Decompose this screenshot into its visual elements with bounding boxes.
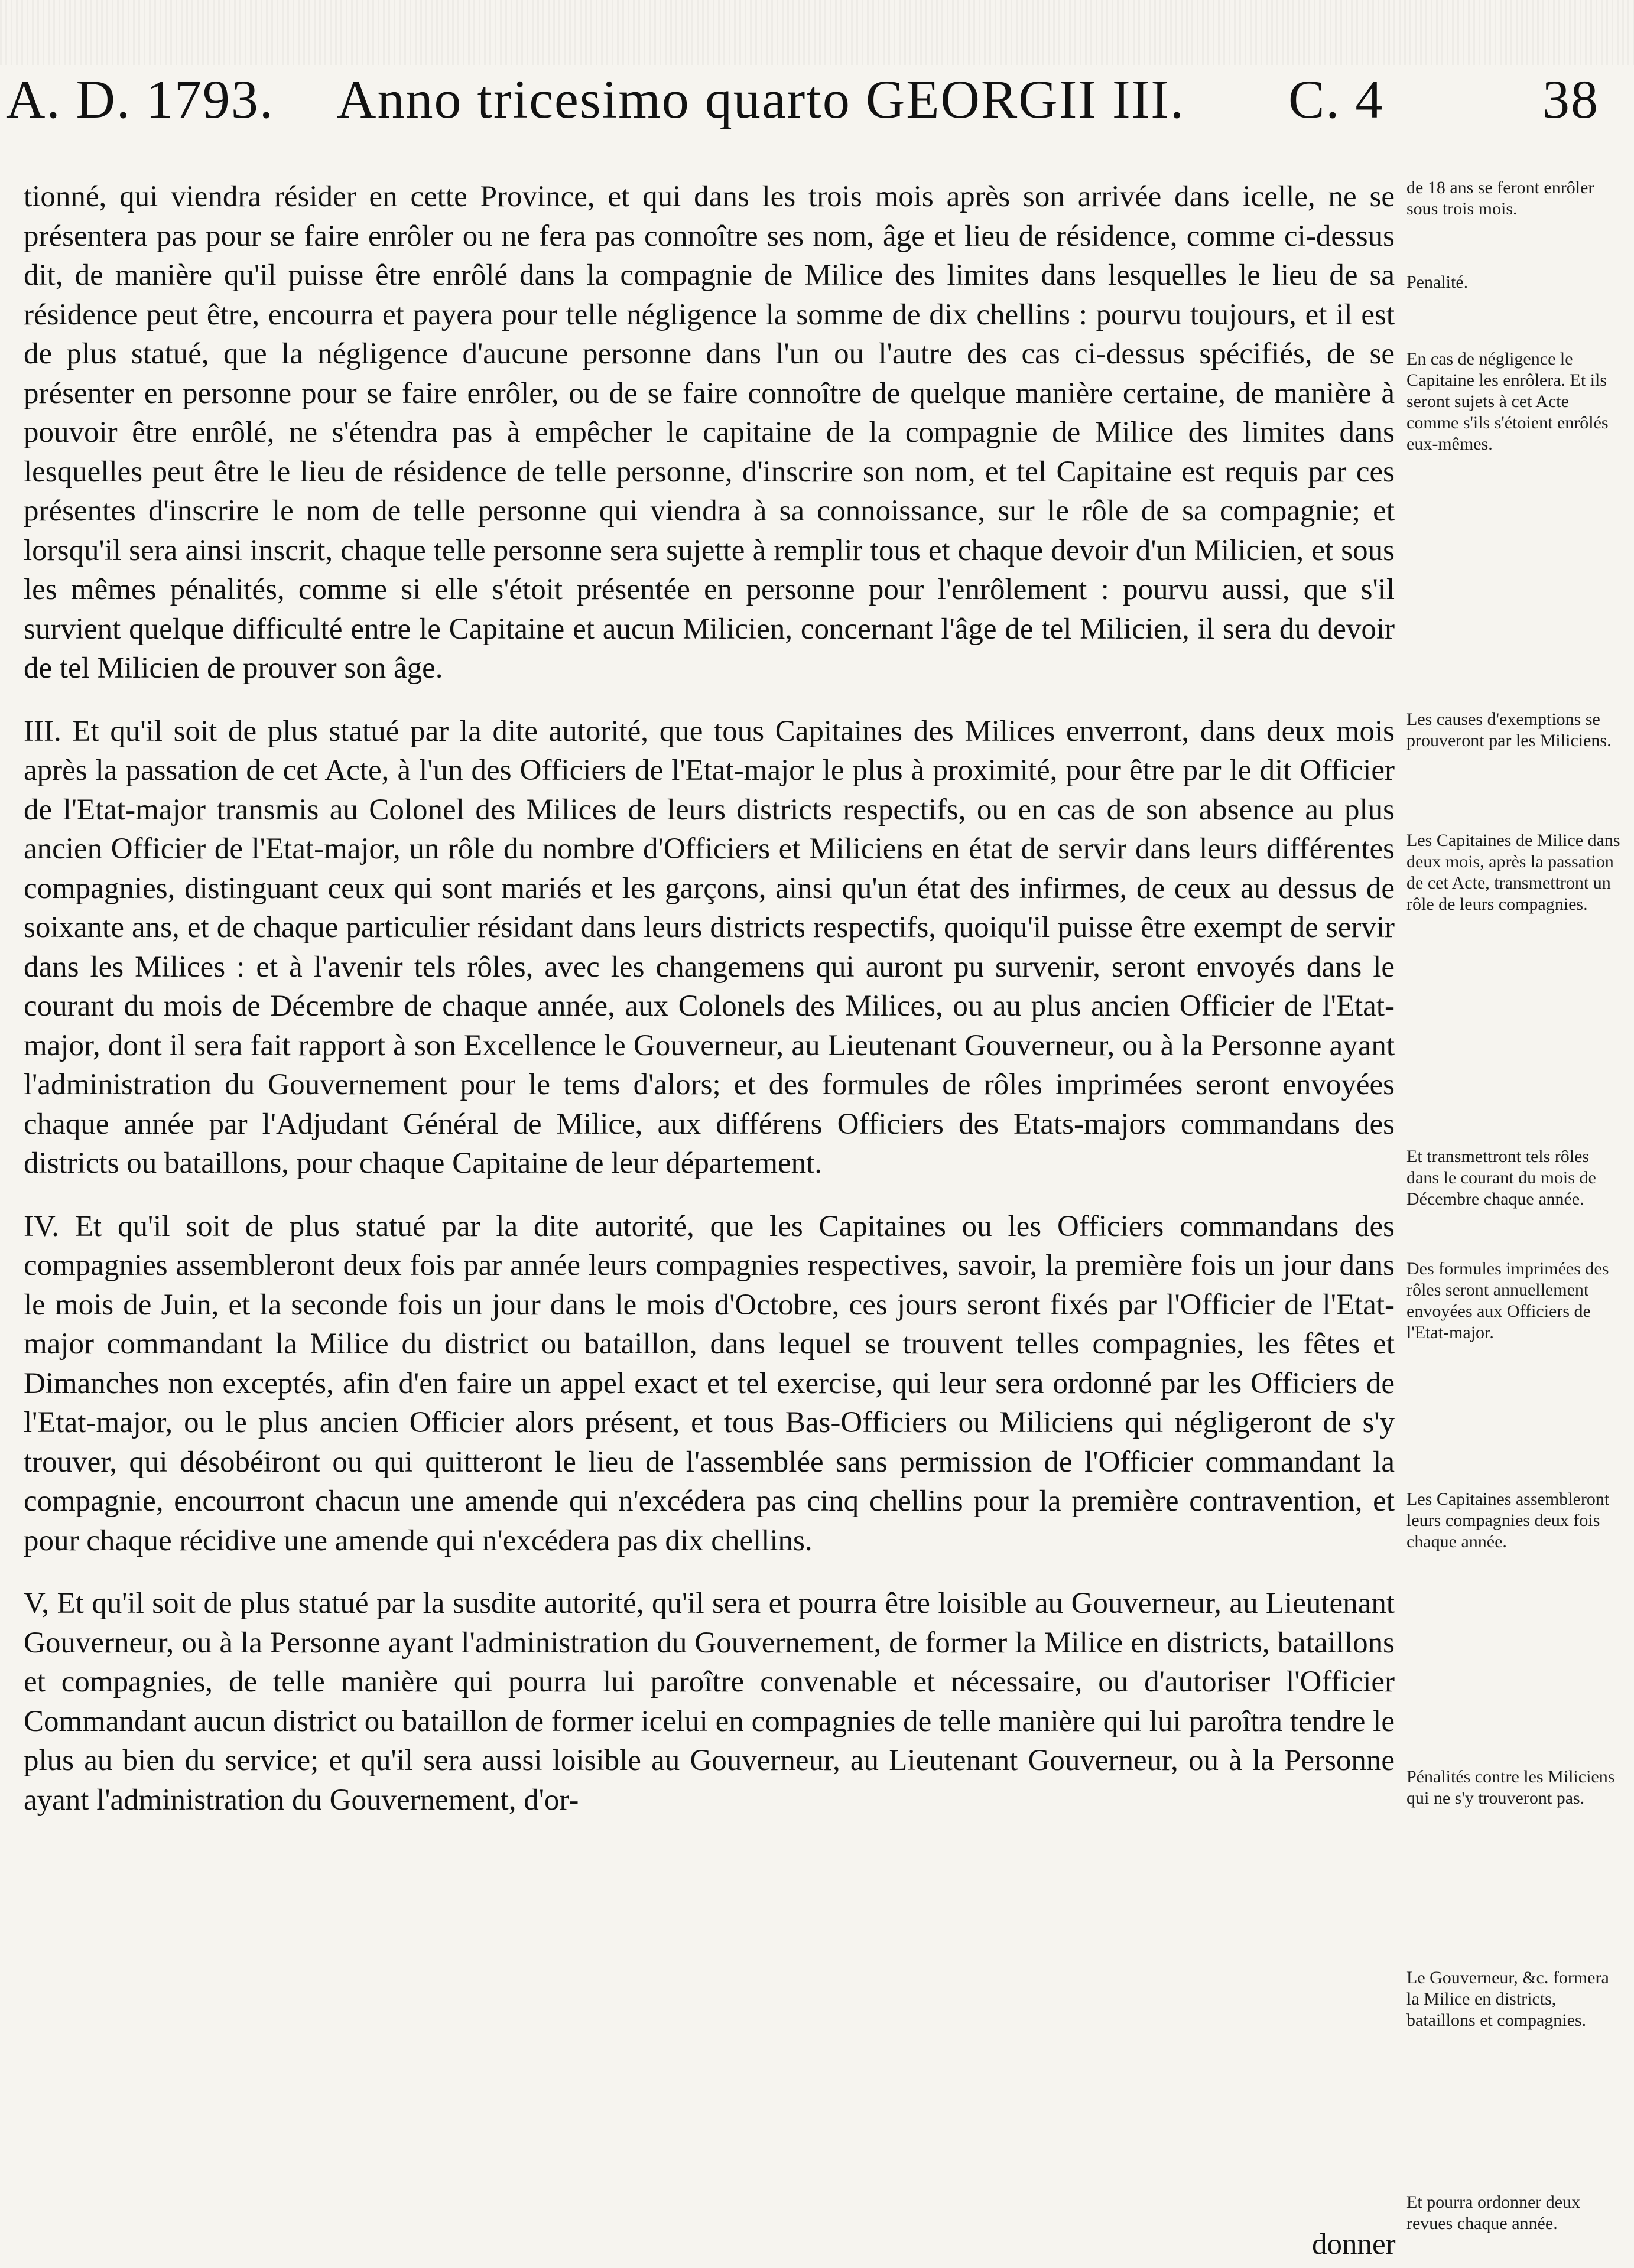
paragraph-text: Et qu'il soit de plus statué par la dite autorité, que les Capitaines ou les Officiers commandans des compagnies assembleront deux fois par année leurs compagnies respectives, savoir, la première fois un jour dans le mois de Juin, et la seconde fois un jour dans le mois d'Octobre, ces jours seront fixés par l'Officier de l'Etat-major commandant la Milice du district ou bataillon, dans lequel se trouvent telles compagnies, les fêtes et Dimanches non exceptés, afin d'en faire un appel exact et tel exercise, qui leur sera ordonné par les Officiers de l'Etat-major, ou le plus ancien Officier alors présent, et tous Bas-Officiers ou Miliciens qui négligeront de s'y trouver, qui désobéiront ou qui quitteront le lieu de l'assemblée sans permission de l'Officier commandant la compagnie, encourront chacun une amende qui n'excédera pas cinq chellins pour la première contravention, et pour chaque récidive une amende qui n'excédera pas dix chellins. — [24, 1209, 1395, 1557]
running-header — [6, 68, 1625, 151]
margin-note: Et pourra ordonner deux revues chaque année. — [1406, 2192, 1581, 2233]
paragraph-text: Et qu'il soit de plus statué par la dite autorité, que tous Capitaines des Milices enverront, dans deux mois après la passation de cet Acte, à l'un des Officiers de l'Etat-major le plus à proximité, pour être par le dit Officier de l'Etat-major transmis au Colonel des Milices de leurs districts respectifs, ou en cas de son absence au plus ancien Officier de l'Etat-major, un rôle du nombre d'Officiers et Miliciens en état de servir dans leurs différentes compagnies, distinguant ceux qui sont mariés et les garçons, ainsi qu'un état des infirmes, de ceux au dessus de soixante ans, et de chaque particulier résidant dans leurs districts respectifs, quoiqu'il puisse être exempt de servir dans les Milices : et à l'avenir tels rôles, avec les changemens qui auront pu survenir, seront envoyés dans le courant du mois de Décembre de chaque année, aux Colonels des Milices, ou au plus ancien Officier de l'Etat-major, dont il sera fait rapport à son Excellence le Gouverneur, au Lieutenant Gouverneur, ou à la Personne ayant l'administration du Gouvernement pour le tems d'alors; et des formules de rôles imprimées seront envoyées chaque année par l'Adjudant Général de Milice, aux différens Officiers des Etats-majors commandans des districts ou bataillons, pour chaque Capitaine de leur département. — [24, 714, 1395, 1180]
paragraph-section-4 — [24, 1207, 1395, 1561]
paragraph-section-3 — [24, 712, 1395, 1183]
paragraph-continuation — [24, 177, 1395, 688]
main-text-column — [24, 177, 1395, 1843]
header-chapter: C. 4 — [1288, 69, 1384, 129]
margin-note: de 18 ans se feront enrôler sous trois mois. — [1406, 178, 1594, 219]
section-number: V, — [24, 1587, 50, 1620]
margin-note: Pénalités contre les Miliciens qui ne s'y trouveront pas. — [1406, 1767, 1615, 1808]
margin-note: Des formules imprimées des rôles seront annuellement envoyées aux Officiers de l'Etat-major. — [1406, 1259, 1609, 1342]
paragraph-text: Et qu'il soit de plus statué par la susdite autorité, qu'il sera et pourra être loisible au Gouverneur, au Lieutenant Gouverneur, ou à la Personne ayant l'administration du Gouvernement, de former la Milice en districts, bataillons et compagnies, de telle manière qui pourra lui paroître convenable et nécessaire, ou d'autoriser l'Officier Commandant aucun district ou bataillon de former icelui en compagnies de telle manière qui lui paroîtra tendre le plus au bien du service; et qu'il sera aussi loisible au Gouverneur, au Lieutenant Gouverneur, ou à la Personne ayant l'administration du Gouvernement, d'or- — [24, 1587, 1395, 1817]
section-number: IV. — [24, 1209, 59, 1243]
margin-note: Les causes d'exemptions se prouveront par les Miliciens. — [1406, 710, 1612, 750]
margin-note: En cas de négligence le Capitaine les enrôlera. Et ils seront sujets à cet Acte comme s'ils s'étoient enrôlés eux-mêmes. — [1406, 349, 1609, 454]
paragraph-section-5 — [24, 1584, 1395, 1820]
paragraph-text: tionné, qui viendra résider en cette Province, et qui dans les trois mois après son arrivée dans icelle, ne se présentera pas pour se faire enrôler ou ne fera pas connoître ses nom, âge et lieu de résidence, comme ci-dessus dit, de manière qu'il puisse être enrôlé dans la compagnie de Milice des limites dans lesquelles le lieu de sa résidence peut être, encourra et payera pour telle négligence la somme de dix chellins : pourvu toujours, et il est de plus statué, que la négligence d'aucune personne dans l'un ou l'autre des cas ci-dessus spécifiés, de se présenter en personne pour se faire enrôler, ou de se faire connoître de quelque manière certaine, de manière à pouvoir être enrôlé, ne s'étendra pas à empêcher le capitaine de la compagnie de Milice des limites dans lesquelles peut être le lieu de résidence de telle personne, d'inscrire son nom, et tel Capitaine est requis par ces présentes d'inscrire le nom de telle personne qui viendra à sa connoissance, sur le rôle de sa compagnie; et lorsqu'il sera ainsi inscrit, chaque telle personne sera sujette à remplir tous et chaque devoir d'un Milicien, et sous les mêmes pénalités, comme si elle s'étoit présentée en personne pour l'enrôlement : pourvu aussi, que s'il survient quelque difficulté entre le Capitaine et aucun Milicien, concernant l'âge de tel Milicien, il sera du devoir de tel Milicien de prouver son âge. — [24, 180, 1395, 685]
catchword: donner — [1312, 2228, 1396, 2261]
margin-note: Les Capitaines de Milice dans deux mois, après la passation de cet Acte, transmettront un rôle de leurs compagnies. — [1406, 831, 1620, 914]
margin-note: Le Gouverneur, &c. formera la Milice en districts, bataillons et compagnies. — [1406, 1968, 1609, 2030]
header-title: Anno tricesimo quarto GEORGII III. — [337, 69, 1185, 129]
scan-noise — [0, 0, 1634, 65]
section-number: III. — [24, 714, 61, 748]
page-number: 38 — [1542, 69, 1599, 129]
margin-note: Les Capitaines assembleront leurs compagnies deux fois chaque année. — [1406, 1489, 1610, 1551]
margin-note: Et transmettront tels rôles dans le courant du mois de Décembre chaque année. — [1406, 1147, 1596, 1209]
header-year: A. D. 1793. — [6, 69, 274, 129]
margin-note: Penalité. — [1406, 272, 1469, 292]
